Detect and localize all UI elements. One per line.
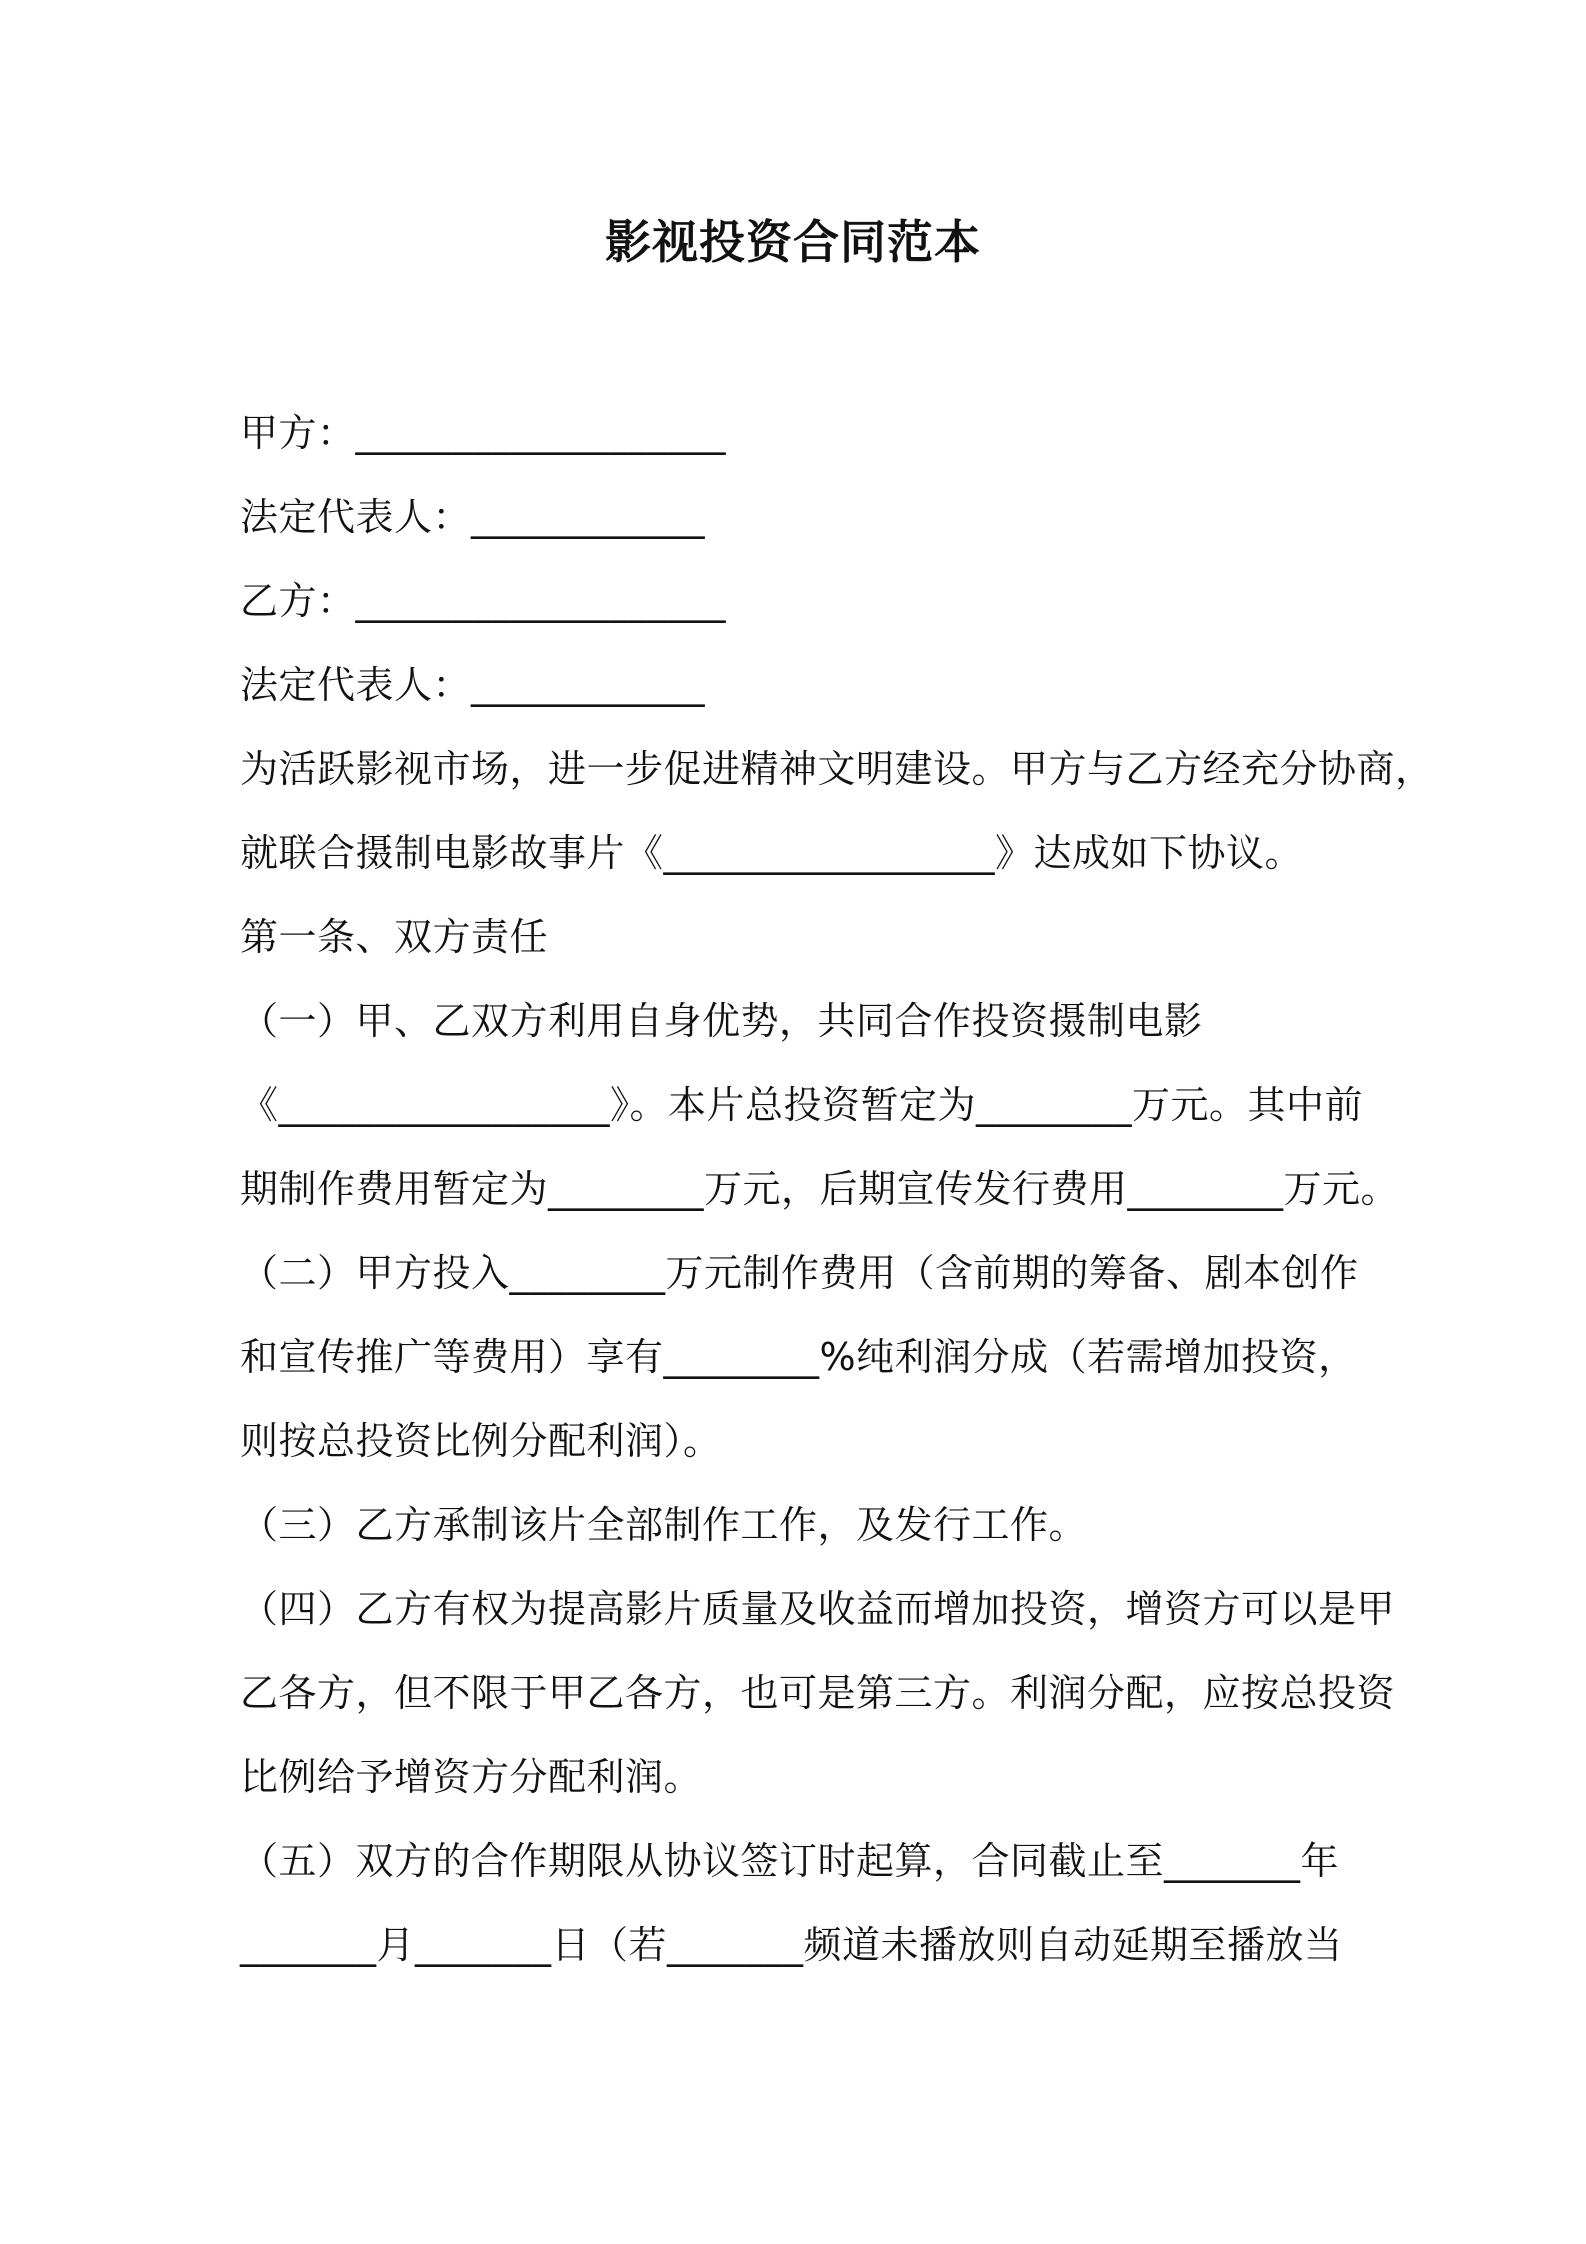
article-heading: 第一条、双方责任	[240, 915, 549, 959]
clause-line: 乙各方，但不限于甲乙各方，也可是第三方。利润分配，应按总投资	[240, 1671, 1396, 1715]
clause-line: 期制作费用暂定为________万元，后期宣传发行费用________万元。	[240, 1167, 1400, 1211]
clause-line: 和宣传推广等费用）享有________%纯利润分成（若需增加投资，	[240, 1335, 1357, 1379]
clause-line: 则按总投资比例分配利润）。	[240, 1419, 722, 1463]
clause-line: _______月_______日（若_______频道未播放则自动延期至播放当	[240, 1923, 1343, 1967]
clause-line: （三）乙方承制该片全部制作工作，及发行工作。	[240, 1503, 1088, 1547]
clause-line: （五）双方的合作期限从协议签订时起算，合同截止至_______年	[240, 1839, 1340, 1883]
clause-line: （一）甲、乙双方利用自身优势，共同合作投资摄制电影	[240, 999, 1203, 1043]
preamble-line: 就联合摄制电影故事片《_________________》达成如下协议。	[240, 831, 1304, 875]
party-a-line: 甲方：___________________	[240, 411, 727, 455]
clause-line: （二）甲方投入________万元制作费用（含前期的筹备、剧本创作	[240, 1251, 1359, 1295]
clause-line: 《_________________》。本片总投资暂定为________万元。其中前	[240, 1083, 1364, 1127]
preamble-line: 为活跃影视市场，进一步促进精神文明建设。甲方与乙方经充分协商，	[240, 747, 1434, 791]
document-title: 影视投资合同范本	[605, 215, 981, 269]
party-a-representative-line: 法定代表人：____________	[240, 495, 706, 539]
party-b-line: 乙方：___________________	[240, 579, 727, 623]
clause-line: （四）乙方有权为提高影片质量及收益而增加投资，增资方可以是甲	[240, 1587, 1396, 1631]
clause-line: 比例给予增资方分配利润。	[240, 1755, 703, 1799]
party-b-representative-line: 法定代表人：____________	[240, 663, 706, 707]
